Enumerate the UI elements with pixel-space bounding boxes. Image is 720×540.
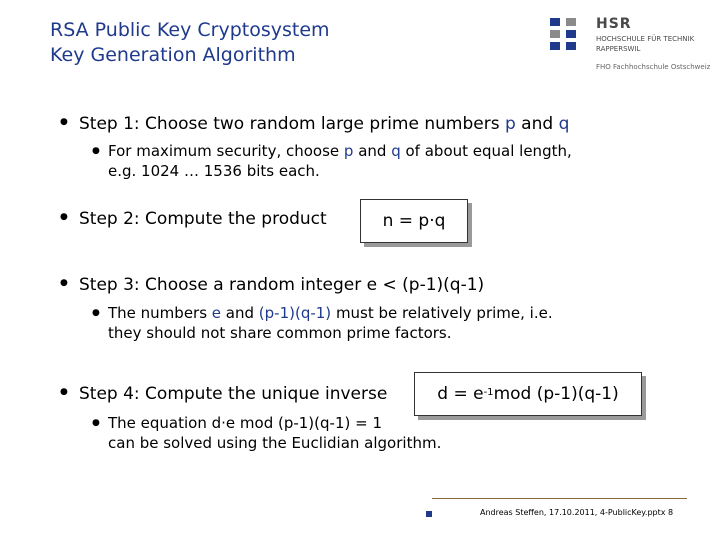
detail-pq: (p-1)(q-1) xyxy=(258,304,332,322)
detail-and: and xyxy=(221,304,259,322)
footer-text: Andreas Steffen, 17.10.2011, 4-PublicKey.pptx 8 xyxy=(480,508,674,517)
detail-e: e xyxy=(211,304,222,322)
logo-subtitle-2: RAPPERSWIL xyxy=(596,45,641,53)
detail-text-end: of about equal length, xyxy=(400,142,572,160)
step-1-p: p xyxy=(504,114,516,134)
formula-d-left: d = e xyxy=(437,384,484,404)
bullet-icon: ● xyxy=(60,278,68,288)
formula-d-right: mod (p-1)(q-1) xyxy=(493,384,619,404)
detail-line-2: e.g. 1024 … 1536 bits each. xyxy=(108,162,320,180)
formula-box-n: n = p·q xyxy=(360,199,468,243)
title-line-1: RSA Public Key Cryptosystem xyxy=(50,19,330,41)
detail-text: The numbers xyxy=(108,304,212,322)
logo-square-icon xyxy=(550,18,560,26)
slide-title xyxy=(50,18,330,68)
detail-text-end: must be relatively prime, i.e. xyxy=(331,304,553,322)
step-1-and: and xyxy=(515,114,559,134)
step-1-detail xyxy=(108,141,572,181)
step-3-text: Step 3: Choose a random integer e < (p-1)(q-1) xyxy=(79,275,485,295)
bullet-icon: ● xyxy=(60,387,68,397)
logo-square-icon xyxy=(566,30,576,38)
bullet-icon: ● xyxy=(92,146,100,156)
formula-d-exponent: -1 xyxy=(483,386,494,398)
logo-square-icon xyxy=(566,42,576,50)
step-1 xyxy=(79,114,569,134)
step-1-q: q xyxy=(558,114,570,134)
hsr-logo xyxy=(550,16,715,76)
footer-divider xyxy=(432,498,687,499)
detail-q: q xyxy=(391,142,401,160)
logo-subtitle-1: HOCHSCHULE FÜR TECHNIK xyxy=(596,35,695,43)
bullet-icon: ● xyxy=(92,308,100,318)
step-2-text: Step 2: Compute the product xyxy=(79,209,327,229)
detail-text: For maximum security, choose xyxy=(108,142,344,160)
step-3-detail xyxy=(108,303,553,343)
bullet-icon: ● xyxy=(60,212,68,222)
footer-square-icon xyxy=(426,511,432,517)
logo-name: HSR xyxy=(596,16,632,32)
detail-line-2: they should not share common prime factors. xyxy=(108,324,452,342)
detail-and: and xyxy=(353,142,392,160)
logo-subtitle-3: FHO Fachhochschule Ostschweiz xyxy=(596,63,711,71)
step-1-text: Step 1: Choose two random large prime numbers xyxy=(79,114,505,134)
bullet-icon: ● xyxy=(60,117,68,127)
logo-square-icon xyxy=(566,18,576,26)
logo-square-icon xyxy=(550,30,560,38)
logo-square-icon xyxy=(550,42,560,50)
bullet-icon: ● xyxy=(92,418,100,428)
detail-line-2: can be solved using the Euclidian algorithm. xyxy=(108,434,442,452)
step-4-detail xyxy=(108,413,441,453)
detail-p: p xyxy=(343,142,354,160)
title-line-2: Key Generation Algorithm xyxy=(50,44,296,66)
detail-line-1: The equation d·e mod (p-1)(q-1) = 1 xyxy=(108,414,382,432)
step-4-text: Step 4: Compute the unique inverse xyxy=(79,384,388,404)
formula-box-d xyxy=(414,372,642,416)
